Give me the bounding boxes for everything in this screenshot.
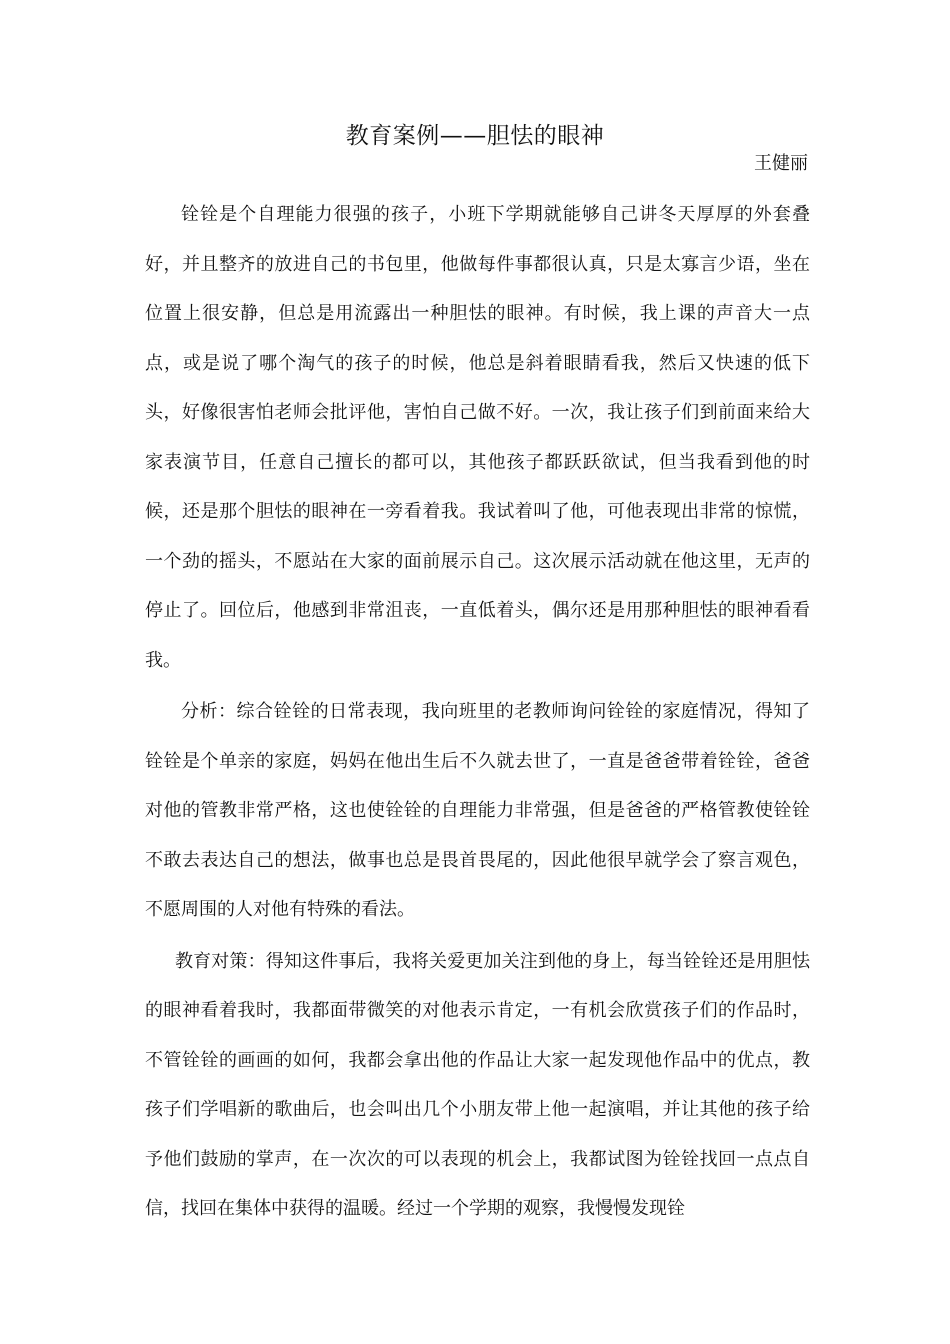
document-title: 教育案例——胆怯的眼神 [345,123,605,149]
paragraph-case-description: 铨铨是个自理能力很强的孩子，小班下学期就能够自己讲冬天厚厚的外套叠好，并且整齐的放进自己的书包里，他做每件事都很认真，只是太寡言少语，坐在位置上很安静，但总是用流露出一种胆怯的眼神。有时候，我上课的声音大一点点，或是说了哪个淘气的孩子的时候，他总是斜着眼睛看我，然后又快速的低下头，好像很害怕老师会批评他，害怕自己做不好。一次，我让孩子们到前面来给大家表演节目，任意自己擅长的都可以，其他孩子都跃跃欲试，但当我看到他的时候，还是那个胆怯的眼神在一旁看着我。我试着叫了他，可他表现出非常的惊慌，一个劲的摇头，不愿站在大家的面前展示自己。这次展示活动就在他这里，无声的停止了。回位后，他感到非常沮丧，一直低着头，偶尔还是用那种胆怯的眼神看看我。 [145,204,810,671]
document-body [145,190,810,1236]
paragraph-analysis: 分析：综合铨铨的日常表现，我向班里的老教师询问铨铨的家庭情况，得知了铨铨是个单亲的家庭，妈妈在他出生后不久就去世了，一直是爸爸带着铨铨，爸爸对他的管教非常严格，这也使铨铨的自理能力非常强，但是爸爸的严格管教使铨铨不敢去表达自己的想法，做事也总是畏首畏尾的，因此他很早就学会了察言观色，不愿周围的人对他有特殊的看法。 [145,701,810,920]
document-author: 王健丽 [754,153,808,174]
paragraph-strategy: 教育对策：得知这件事后，我将关爱更加关注到他的身上，每当铨铨还是用胆怯的眼神看着我时，我都面带微笑的对他表示肯定，一有机会欣赏孩子们的作品时，不管铨铨的画画的如何，我都会拿出他的作品让大家一起发现他作品中的优点，教孩子们学唱新的歌曲后，也会叫出几个小朋友带上他一起演唱，并让其他的孩子给予他们鼓励的掌声，在一次次的可以表现的机会上，我都试图为铨铨找回一点点自信，找回在集体中获得的温暖。经过一个学期的观察，我慢慢发现铨 [145,950,810,1219]
